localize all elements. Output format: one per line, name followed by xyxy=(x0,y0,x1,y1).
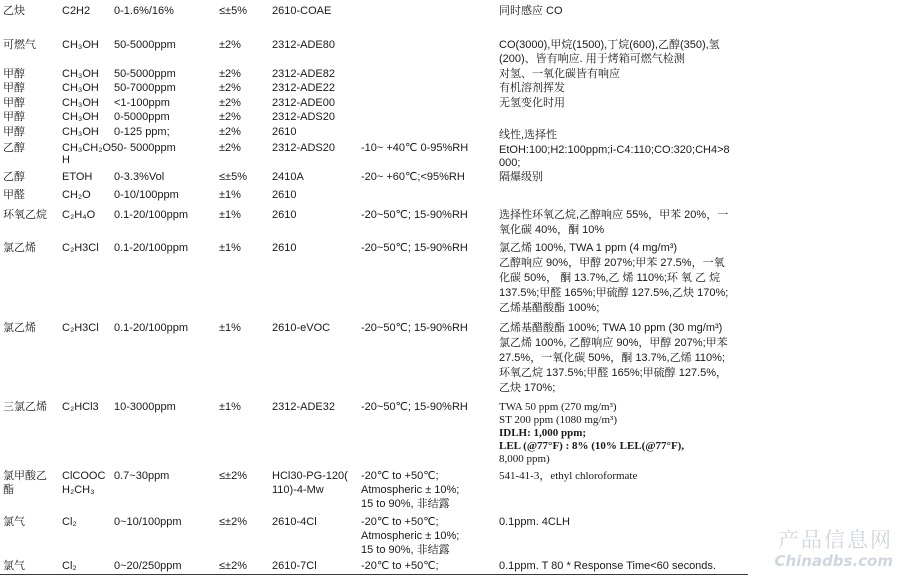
sensor-model: 2610-COAE xyxy=(272,5,332,17)
note-line: 乙炔 170%; xyxy=(499,382,556,394)
measurement-range: 50-5000ppm xyxy=(114,39,176,51)
accuracy: ±1% xyxy=(219,401,241,413)
note-line: 同时感应 CO xyxy=(499,5,563,17)
gas-name: 氯气 xyxy=(3,560,25,572)
sensor-model: 2410A xyxy=(272,171,304,183)
note-line: EtOH:100;H2:100ppm;i-C4:110;CO:320;CH4>8 xyxy=(499,144,730,156)
operating-conditions-continued: Atmospheric ± 10%; xyxy=(361,530,460,542)
operating-conditions: -10~ +40℃ 0-95%RH xyxy=(361,142,469,154)
accuracy: ≤±2% xyxy=(219,560,247,572)
sensor-model-continued: 110)-4-Mw xyxy=(272,484,324,496)
chemical-formula: ETOH xyxy=(62,171,93,183)
accuracy: ±2% xyxy=(219,68,241,80)
gas-name: 可燃气 xyxy=(3,39,36,51)
note-line: (200)、皆有响应. 用于烤箱可燃气检测 xyxy=(499,53,685,65)
chemical-formula-continued: H₂CH₃ xyxy=(62,484,95,496)
note-line: ST 200 ppm (1080 mg/m³) xyxy=(499,414,617,426)
operating-conditions-continued: Atmospheric ± 10%; xyxy=(361,484,460,496)
note-line: 乙醇响应 90%，甲醇 207%;甲苯 27.5%，一氧 xyxy=(499,257,725,269)
gas-name-continued: 酯 xyxy=(3,484,14,496)
accuracy: ±2% xyxy=(219,82,241,94)
chemical-formula: CH₃OH xyxy=(62,39,99,51)
measurement-range: 0.1-20/100ppm xyxy=(114,209,188,221)
accuracy: ≤±2% xyxy=(219,470,247,482)
operating-conditions: -20~50℃; 15-90%RH xyxy=(361,242,468,254)
sensor-model: 2610-4Cl xyxy=(272,516,317,528)
gas-name: 乙醇 xyxy=(3,142,25,154)
measurement-range: 0-10/100ppm xyxy=(114,189,179,201)
accuracy: ±2% xyxy=(219,142,241,154)
chemical-formula: C₂H3Cl xyxy=(62,242,99,254)
watermark-chinese: 产品信息网 xyxy=(778,528,893,552)
gas-name: 甲醇 xyxy=(3,126,25,138)
chemical-formula: Cl₂ xyxy=(62,560,77,572)
table-bottom-border xyxy=(0,574,748,575)
operating-conditions: -20℃ to +50℃; xyxy=(361,560,439,572)
operating-conditions: -20℃ to +50℃; xyxy=(361,516,439,528)
accuracy: ±1% xyxy=(219,242,241,254)
chemical-formula: C2H2 xyxy=(62,5,91,17)
chemical-formula: C₂H3Cl xyxy=(62,322,99,334)
sensor-model: 2312-ADE22 xyxy=(272,82,335,94)
measurement-range: 50- 5000ppm xyxy=(111,142,176,154)
sensor-model: 2610 xyxy=(272,189,297,201)
sensor-model: 2312-ADE82 xyxy=(272,68,335,80)
gas-name: 甲醇 xyxy=(3,111,25,123)
measurement-range: 0-1.6%/16% xyxy=(114,5,174,17)
gas-name: 乙醇 xyxy=(3,171,25,183)
gas-name: 甲醇 xyxy=(3,82,25,94)
sensor-model: 2312-ADS20 xyxy=(272,111,335,123)
sensor-model: 2610 xyxy=(272,242,297,254)
operating-conditions-continued: 15 to 90%, 非结露 xyxy=(361,498,450,510)
operating-conditions: -20~ +60℃;<95%RH xyxy=(361,171,465,183)
measurement-range: 0-3.3%Vol xyxy=(114,171,165,183)
accuracy: ≤±2% xyxy=(219,516,247,528)
note-line: 乙烯基醋酸酯 100%; xyxy=(499,302,600,314)
accuracy: ±2% xyxy=(219,39,241,51)
measurement-range: 0~20/250ppm xyxy=(114,560,182,572)
note-line: 氯乙烯 100%, 乙醇响应 90%，甲醇 207%;甲苯 xyxy=(499,337,728,349)
gas-name: 甲醛 xyxy=(3,189,25,201)
chemical-formula: CH₃OH xyxy=(62,68,99,80)
chemical-formula: CH₃CH₂O xyxy=(62,142,112,154)
note-line: 541-41-3，ethyl chloroformate xyxy=(499,470,638,482)
measurement-range: <1-100ppm xyxy=(114,97,170,109)
operating-conditions: -20~50℃; 15-90%RH xyxy=(361,322,468,334)
measurement-range: 0-5000ppm xyxy=(114,111,170,123)
gas-name: 氯乙烯 xyxy=(3,242,36,254)
gas-name: 乙炔 xyxy=(3,5,25,17)
note-line: 化碳 50%， 酮 13.7%,乙 烯 110%;环 氧 乙 烷 xyxy=(499,272,721,284)
measurement-range: 10-3000ppm xyxy=(114,401,176,413)
sensor-model: 2312-ADE00 xyxy=(272,97,335,109)
gas-name: 氯甲酸乙 xyxy=(3,470,47,482)
site-watermark xyxy=(743,528,893,570)
accuracy: ±1% xyxy=(219,322,241,334)
operating-conditions: -20℃ to +50℃; xyxy=(361,470,439,482)
gas-name: 氯乙烯 xyxy=(3,322,36,334)
note-line: 乙烯基醋酸酯 100%; TWA 10 ppm (30 mg/m³) xyxy=(499,322,723,334)
note-line: 137.5%;甲醛 165%;甲硫醇 127.5%,乙炔 170%; xyxy=(499,287,729,299)
sensor-model: 2312-ADE32 xyxy=(272,401,335,413)
note-line: LEL (@77°F) : 8% (10% LEL(@77°F), xyxy=(499,440,685,452)
sensor-model: 2312-ADE80 xyxy=(272,39,335,51)
note-line: 氯乙烯 100%, TWA 1 ppm (4 mg/m³) xyxy=(499,242,678,254)
note-line: 选择性环氧乙烷,乙醇响应 55%，甲苯 20%，一 xyxy=(499,209,729,221)
sensor-model: 2610 xyxy=(272,209,297,221)
measurement-range: 0-125 ppm; xyxy=(114,126,170,138)
chemical-formula: Cl₂ xyxy=(62,516,77,528)
gas-name: 三氯乙烯 xyxy=(3,401,47,413)
note-line: 0.1ppm. T 80 * Response Time<60 seconds. xyxy=(499,560,716,572)
note-line: 8,000 ppm) xyxy=(499,453,550,465)
gas-name: 环氧乙烷 xyxy=(3,209,47,221)
chemical-formula: ClCOOC xyxy=(62,470,106,482)
accuracy: ±2% xyxy=(219,97,241,109)
chemical-formula: CH₃OH xyxy=(62,126,99,138)
measurement-range: 50-5000ppm xyxy=(114,68,176,80)
accuracy: ±1% xyxy=(219,189,241,201)
note-line: 线性,选择性 xyxy=(499,129,558,141)
note-line: 有机溶剂挥发 xyxy=(499,82,565,94)
note-line: 环氧乙烷 137.5%;甲醛 165%;甲硫醇 127.5%， xyxy=(499,367,728,379)
note-line: IDLH: 1,000 ppm; xyxy=(499,427,587,439)
watermark-domain: Chinadbs.com xyxy=(774,552,893,570)
accuracy: ≤±5% xyxy=(219,171,247,183)
accuracy: ±2% xyxy=(219,126,241,138)
chemical-formula: CH₃OH xyxy=(62,97,99,109)
note-line: CO(3000),甲烷(1500),丁烷(600),乙醇(350),氢 xyxy=(499,39,720,51)
gas-name: 氯气 xyxy=(3,516,25,528)
gas-name: 甲醇 xyxy=(3,97,25,109)
note-line: 隔爆级别 xyxy=(499,171,543,183)
note-line: 氧化碳 40%，酮 10% xyxy=(499,224,605,236)
operating-conditions: -20~50℃; 15-90%RH xyxy=(361,401,468,413)
note-line: 27.5%，一氧化碳 50%，酮 13.7%,乙烯 110%; xyxy=(499,352,725,364)
accuracy: ±1% xyxy=(219,209,241,221)
note-line: 对氢、一氧化碳皆有响应 xyxy=(499,68,620,80)
note-line: TWA 50 ppm (270 mg/m³) xyxy=(499,401,617,413)
measurement-range: 0.7~30ppm xyxy=(114,470,170,482)
chemical-formula: CH₃OH xyxy=(62,111,99,123)
chemical-formula-continued: H xyxy=(62,154,70,166)
sensor-model: 2610-7Cl xyxy=(272,560,317,572)
accuracy: ≤±5% xyxy=(219,5,247,17)
gas-name: 甲醇 xyxy=(3,68,25,80)
measurement-range: 50-7000ppm xyxy=(114,82,176,94)
note-line: 无氢变化时用 xyxy=(499,97,565,109)
chemical-formula: CH₂O xyxy=(62,189,91,201)
sensor-model: 2610 xyxy=(272,126,297,138)
sensor-model: 2610-eVOC xyxy=(272,322,331,334)
sensor-model: HCl30-PG-120( xyxy=(272,470,348,482)
operating-conditions: -20~50℃; 15-90%RH xyxy=(361,209,468,221)
note-line: 0.1ppm. 4CLH xyxy=(499,516,570,528)
operating-conditions-continued: 15 to 90%, 非结露 xyxy=(361,544,450,556)
measurement-range: 0.1-20/100ppm xyxy=(114,242,188,254)
measurement-range: 0~10/100ppm xyxy=(114,516,182,528)
note-line: 000; xyxy=(499,157,521,169)
sensor-model: 2312-ADS20 xyxy=(272,142,335,154)
chemical-formula: C₂H₄O xyxy=(62,209,96,221)
chemical-formula: C₂HCl3 xyxy=(62,401,99,413)
measurement-range: 0.1-20/100ppm xyxy=(114,322,188,334)
chemical-formula: CH₃OH xyxy=(62,82,99,94)
accuracy: ±2% xyxy=(219,111,241,123)
